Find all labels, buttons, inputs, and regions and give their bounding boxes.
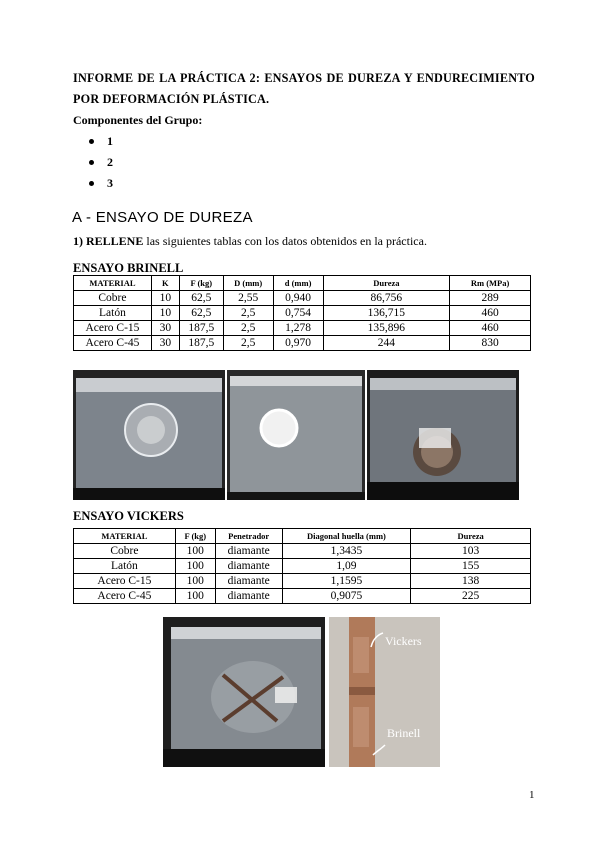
table-row: Acero C-45 100 diamante 0,9075 225	[74, 589, 531, 604]
table-row: Cobre 10 62,5 2,55 0,940 86,756 289	[74, 291, 531, 306]
col-header: Rm (MPa)	[450, 276, 531, 291]
group-components-label: Componentes del Grupo:	[73, 113, 203, 127]
member-item: 2	[89, 155, 113, 170]
col-header: d (mm)	[273, 276, 323, 291]
bullet-icon	[89, 139, 94, 144]
col-header: D (mm)	[223, 276, 273, 291]
vickers-photo-indentation	[163, 617, 325, 767]
brinell-caption: ENSAYO BRINELL	[73, 261, 184, 275]
table-row: Acero C-45 30 187,5 2,5 0,970 244 830	[74, 336, 531, 351]
col-header: Diagonal huella (mm)	[282, 529, 411, 544]
vickers-photo-label: Vickers	[385, 634, 422, 648]
member-item: 3	[89, 176, 113, 191]
col-header: MATERIAL	[74, 276, 152, 291]
vickers-table	[73, 528, 531, 604]
table-header-row	[74, 276, 531, 291]
col-header: Penetrador	[215, 529, 282, 544]
col-header: F (kg)	[175, 529, 215, 544]
table-row: Acero C-15 30 187,5 2,5 1,278 135,896 460	[74, 321, 531, 336]
col-header: MATERIAL	[74, 529, 176, 544]
page-number: 1	[529, 789, 535, 801]
table-row: Cobre 100 diamante 1,3435 103	[74, 544, 531, 559]
table-row: Latón 100 diamante 1,09 155	[74, 559, 531, 574]
brinell-photo-acero	[367, 370, 519, 500]
col-header: K	[151, 276, 179, 291]
brinell-photo-laton	[227, 370, 365, 500]
brinell-table	[73, 275, 531, 351]
table-row: Latón 10 62,5 2,5 0,754 136,715 460	[74, 306, 531, 321]
question-1: 1) RELLENE las siguientes tablas con los datos obtenidos en la práctica.	[73, 234, 427, 248]
brinell-photo-cobre	[73, 370, 225, 500]
section-a-heading: A - ENSAYO DE DUREZA	[72, 209, 253, 226]
bullet-icon	[89, 181, 94, 186]
member-item: 1	[89, 134, 113, 149]
table-row: Acero C-15 100 diamante 1,1595 138	[74, 574, 531, 589]
col-header: Dureza	[411, 529, 531, 544]
bullet-icon	[89, 160, 94, 165]
report-title: INFORME DE LA PRÁCTICA 2: ENSAYOS DE DUREZA Y ENDURECIMIENTO POR DEFORMACIÓN PLÁSTICA.	[73, 71, 535, 106]
table-header-row	[74, 529, 531, 544]
vickers-caption: ENSAYO VICKERS	[73, 509, 184, 523]
vickers-photo-specimen	[329, 617, 440, 767]
col-header: F (kg)	[179, 276, 223, 291]
col-header: Dureza	[323, 276, 450, 291]
brinell-photo-label: Brinell	[387, 726, 421, 740]
